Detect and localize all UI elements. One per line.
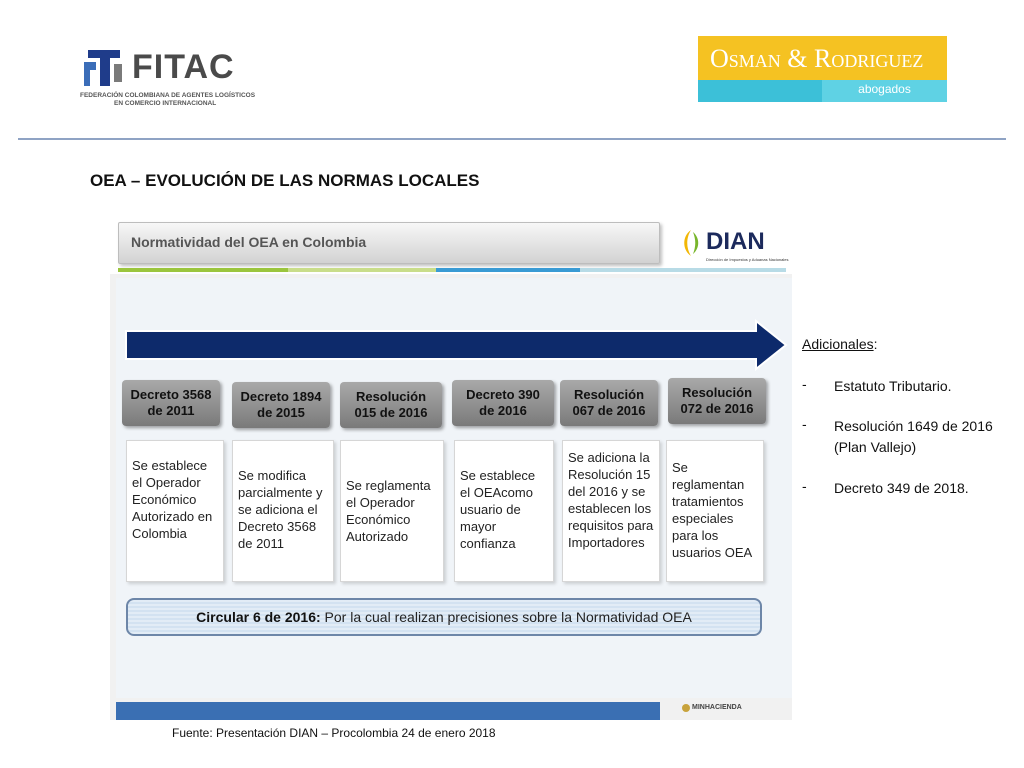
stage-label-line2: 067 de 2016 [572,403,646,418]
stage-label-line1: Resolución [573,387,645,402]
list-dash: - [802,478,807,494]
stage-label-line2: 072 de 2016 [680,401,754,416]
notes-heading-colon: : [873,336,878,352]
stage-resolucion-067 [560,380,658,426]
stage-label-line1: Resolución [681,385,753,400]
fitac-subtitle-line2: EN COMERCIO INTERNACIONAL [114,100,217,107]
stage-label-line1: Decreto 1894 [240,389,322,404]
stage-resolucion-015 [340,382,442,428]
stage-decreto-1894 [232,382,330,428]
list-dash: - [802,416,807,432]
slide-stripe-blue [436,268,580,272]
circular-callout [126,598,762,636]
stage-decreto-390 [452,380,554,426]
stage-label-line1: Decreto 3568 [130,387,212,402]
stage-label-line1: Decreto 390 [466,387,540,402]
stage-description: Se reglamenta el Operador Económico Autorizado [346,478,431,544]
stage-label-line2: de 2015 [257,405,305,420]
source-citation: Fuente: Presentación DIAN – Procolombia 24 de enero 2018 [172,726,496,740]
stage-label-line2: de 2011 [147,403,195,418]
dian-logo [678,224,789,268]
embedded-slide [110,212,792,720]
slide-stripe-lightblue [580,268,786,272]
circular-title: Circular 6 de 2016: [196,609,321,625]
slide-stripe-lightgreen [288,268,436,272]
slide-stripe-green [118,268,288,272]
stage-description: Se establece el OEAcomo usuario de mayor confianza [460,468,536,551]
fitac-wordmark: FITAC [132,48,235,86]
notes-heading-row [802,336,878,352]
header-divider [18,138,1006,140]
stage-description: Se reglamentan tratamientos especiales para los usuarios OEA [672,460,753,560]
osman-logo-name: Osman & Rodriguez [710,44,924,73]
notes-heading: Adicionales [802,336,874,352]
circular-text: Por la cual realizan precisiones sobre la Normatividad OEA [320,609,692,625]
stage-label-line1: Resolución [355,389,427,404]
minhacienda-logo: MINHACIENDA [692,704,742,711]
stage-description-card [562,440,660,582]
osman-rodriguez-logo [698,36,947,102]
stage-description: Se adiciona la Resolución 15 del 2016 y se establecen los requisitos para Importadores [568,450,654,550]
stage-description: Se modifica parcialmente y se adiciona el Decreto 3568 de 2011 [238,468,323,551]
stage-description-card [232,440,334,582]
fitac-logo [80,44,256,108]
osman-logo-top-band [698,36,947,80]
stage-description-card [126,440,224,582]
list-item-text: Resolución 1649 de 2016 (Plan Vallejo) [834,418,993,455]
stage-resolucion-072 [668,378,766,424]
slide-footer-bar [116,702,660,720]
stage-description: Se establece el Operador Económico Autorizado en Colombia [132,458,213,541]
slide-banner [118,222,660,264]
page-title: OEA – EVOLUCIÓN DE LAS NORMAS LOCALES [90,171,480,190]
osman-logo-right-band [822,80,947,102]
osman-logo-left-band [698,80,822,102]
fitac-subtitle-line1: FEDERACIÓN COLOMBIANA DE AGENTES LOGÍSTICOS [80,92,256,99]
stage-label-line2: de 2016 [479,403,527,418]
list-item-text: Decreto 349 de 2018. [834,480,969,496]
minhacienda-seal-icon [682,704,690,712]
dian-leaf-icon [678,228,704,258]
stage-description-card [454,440,554,582]
dian-wordmark: DIAN [706,228,765,255]
osman-logo-subtitle: abogados [858,82,911,96]
list-dash: - [802,376,807,392]
stage-decreto-3568 [122,380,220,426]
stage-label-line2: 015 de 2016 [354,405,428,420]
timeline-arrow-icon [124,319,788,371]
stage-description-card [666,440,764,582]
dian-subtitle: Dirección de Impuestos y Aduanas Nacionales [706,257,789,262]
list-item-text: Estatuto Tributario. [834,378,952,394]
stage-description-card [340,440,444,582]
fitac-logo-mark-icon [80,46,124,90]
slide-banner-title: Normatividad del OEA en Colombia [131,234,367,250]
